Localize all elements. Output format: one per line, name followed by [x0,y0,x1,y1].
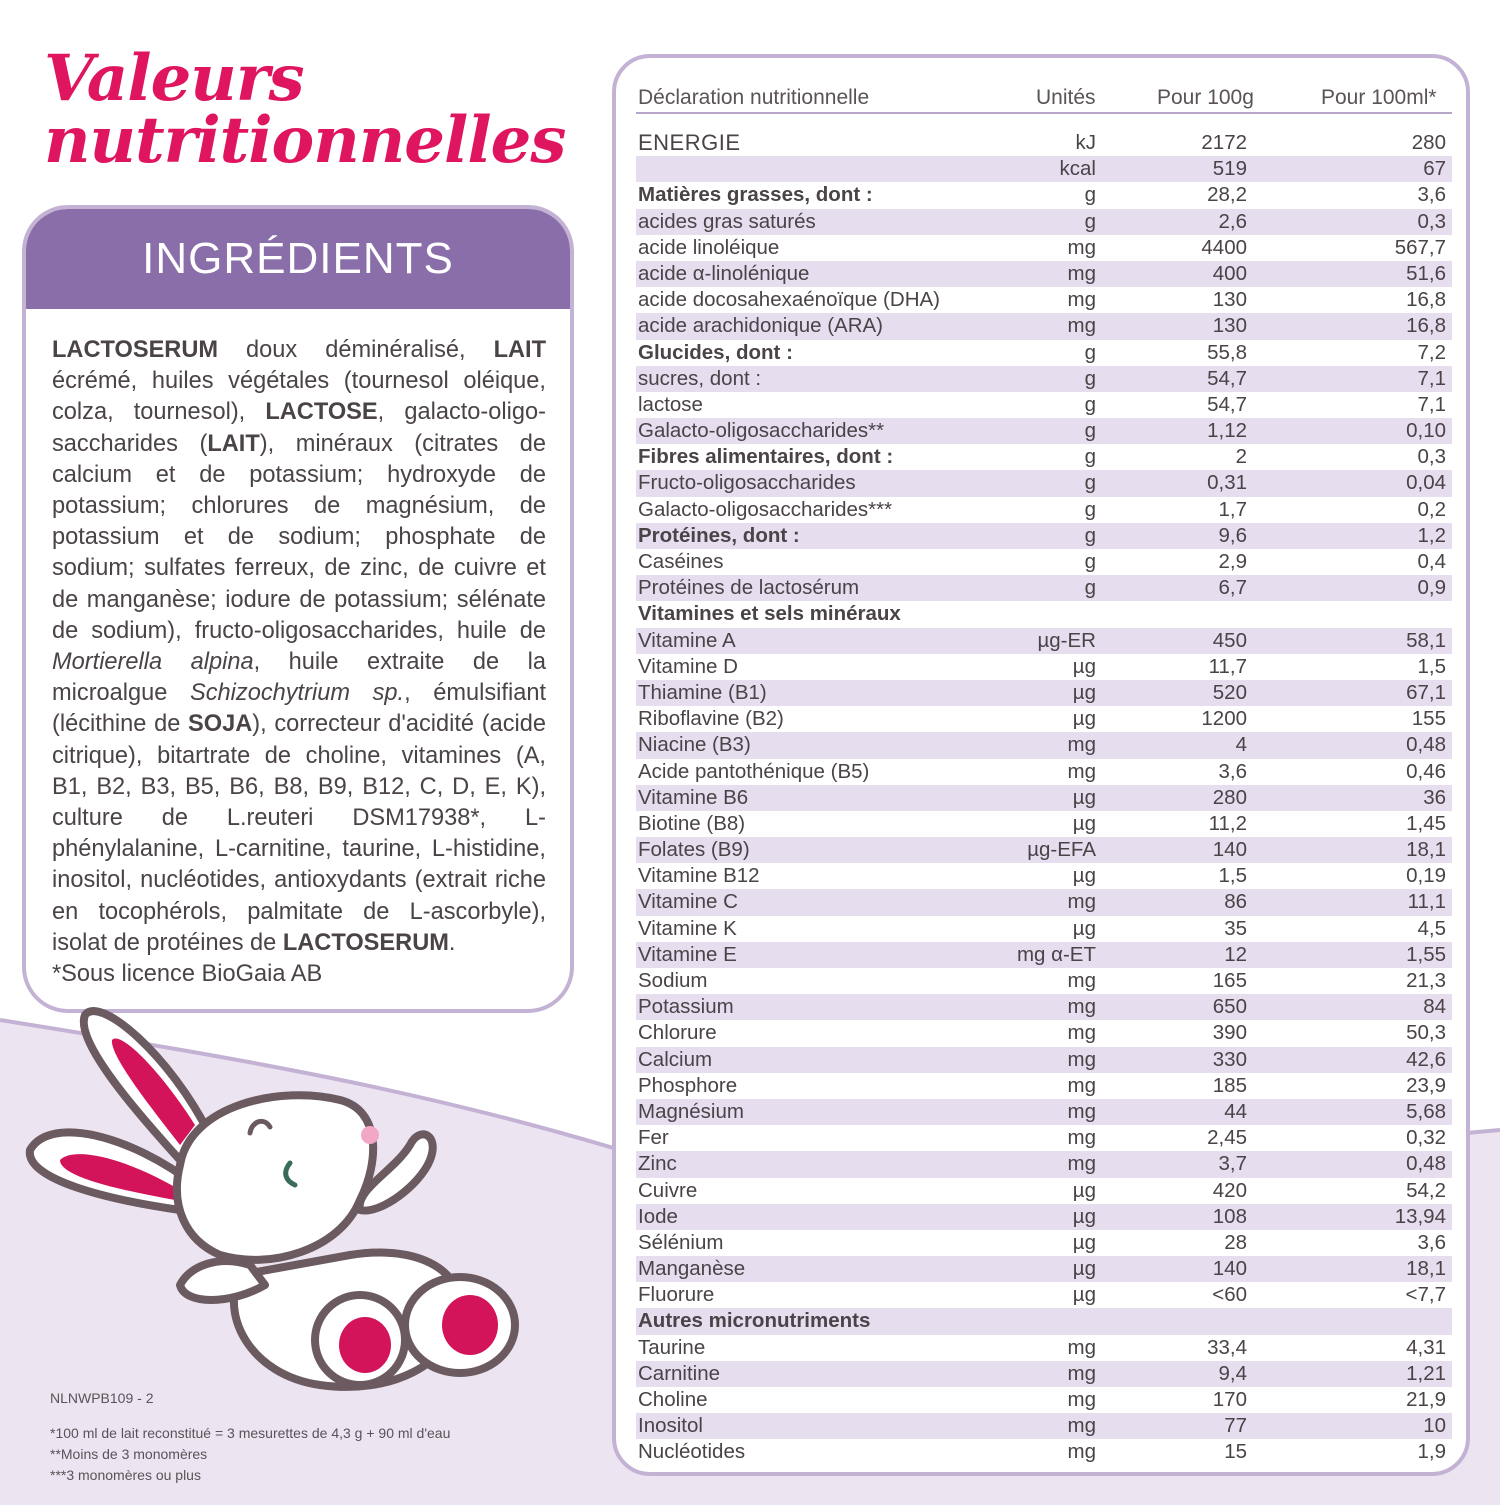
unit-cell: µg [1072,1257,1096,1281]
table-row [636,916,1452,942]
table-row [636,156,1452,182]
unit-cell: g [1084,445,1096,469]
unit-cell: mg [1067,1152,1096,1176]
table-row [636,811,1452,837]
unit-cell: mg [1067,759,1096,783]
per-100g-cell: 280 [1212,785,1247,809]
unit-cell: µg [1072,1283,1096,1307]
per-100g-cell: 400 [1212,261,1247,285]
per-100g-cell: <60 [1212,1283,1247,1307]
unit-cell: mg [1067,1388,1096,1411]
header-declaration: Déclaration nutritionnelle [638,86,870,109]
unit-cell: g [1084,183,1096,207]
license-note: *Sous licence BioGaia AB [52,961,323,988]
table-row [636,366,1452,392]
per-100g-cell: 420 [1212,1178,1247,1202]
per-100ml-cell: 0,9 [1417,576,1446,600]
per-100ml-cell: 23,9 [1406,1073,1446,1097]
per-100g-cell: 4400 [1201,235,1247,259]
nutrient-name: Vitamine C [638,890,738,914]
ingredient-text-segment: ), minéraux (citrates de calcium et de potassium; hydroxyde de potassium; chlorures de magnésium, de potassium et de sodium; phosphate de sodium; sulfates ferreux, de zinc, de cuivre et de manganèse; iodure de potassium; sélénate de sodium), fructo-oligosaccharides, huile de [52,430,546,644]
per-100ml-cell: 21,9 [1406,1388,1446,1411]
nutrient-name: Cuivre [638,1178,698,1202]
nutrient-name: Fructo-oligosaccharides [638,471,856,495]
unit-cell: mg [1067,314,1096,338]
ingredients-text [26,309,570,990]
nutrient-name: Riboflavine (B2) [638,707,784,731]
table-row [636,1073,1452,1099]
per-100ml-cell: 1,9 [1417,1440,1446,1464]
unit-cell: g [1084,366,1096,390]
table-row [636,470,1452,496]
nutrient-name: Sodium [638,969,708,992]
page-title [44,41,566,178]
table-row [636,235,1452,261]
table-row [636,706,1452,732]
unit-cell: kcal [1059,157,1096,181]
unit-cell: µg [1072,864,1096,888]
unit-cell: mg [1067,1414,1096,1438]
per-100ml-cell: 1,45 [1406,811,1446,835]
footnotes [50,1423,450,1486]
table-row [636,968,1452,994]
nutrient-name: acide arachidonique (ARA) [638,314,883,338]
per-100g-cell: 86 [1224,890,1247,914]
per-100ml-cell: 54,2 [1406,1178,1446,1202]
ingredient-text-segment: LAIT [493,337,546,363]
table-row [636,1413,1452,1439]
ingredient-text-segment: LACTOSE [265,399,378,426]
ingredient-text-segment: , galacto-oligo-saccharides ( [52,399,546,457]
per-100ml-cell: 0,48 [1406,1152,1446,1176]
per-100ml-cell: 16,8 [1406,314,1446,338]
table-row [636,1020,1452,1046]
nutrient-name: Vitamine K [638,916,737,940]
per-100ml-cell: 21,3 [1406,969,1446,992]
footnote: *100 ml de lait reconstitué = 3 mesurettes de 4,3 g + 90 ml d'eau [50,1425,451,1441]
table-row [636,654,1452,680]
unit-cell: µg [1072,680,1096,704]
nutrient-name: acides gras saturés [638,209,816,233]
per-100ml-cell: 1,21 [1406,1361,1446,1385]
per-100g-cell: 330 [1212,1047,1247,1071]
per-100ml-cell: 4,31 [1406,1335,1446,1359]
ingredient-text-segment: , huile extraite de la microalgue [52,649,546,707]
table-row [636,549,1452,575]
table-row [636,1361,1452,1387]
per-100g-cell: 650 [1212,995,1247,1019]
table-row [636,130,1452,156]
unit-cell: µg [1072,811,1096,835]
per-100g-cell: 185 [1212,1073,1247,1097]
footnote: **Moins de 3 monomères [50,1446,208,1462]
ingredient-text-segment: LACTOSERUM [282,929,449,956]
per-100ml-cell: 58,1 [1406,628,1446,652]
per-100ml-cell: 7,2 [1417,340,1446,364]
per-100g-cell: 1,12 [1207,419,1247,443]
nutrient-name: Fer [638,1126,669,1150]
table-row [636,497,1452,523]
unit-cell: mg [1067,1440,1096,1464]
nutrient-name: Taurine [638,1335,706,1359]
nutrient-name: Phosphore [638,1073,738,1097]
per-100g-cell: 2,6 [1218,209,1247,233]
per-100ml-cell: 0,46 [1406,759,1446,783]
nutrient-name: sucres, dont : [638,366,762,390]
per-100g-cell: 55,8 [1207,340,1247,364]
title-line-1: Valeurs [44,41,304,116]
nutrient-name: acide linoléique [638,235,780,259]
per-100ml-cell: 51,6 [1406,261,1446,285]
unit-cell: mg [1067,261,1096,285]
per-100ml-cell: 11,1 [1407,890,1446,914]
ingredient-text-segment: LACTOSERUM [52,337,219,363]
unit-cell: mg [1067,1361,1096,1385]
per-100ml-cell: 84 [1423,995,1446,1019]
per-100g-cell: 2,45 [1207,1126,1247,1150]
header-units: Unités [1036,86,1096,109]
nutrient-name: Vitamines et sels minéraux [638,602,901,626]
ingredient-text-segment: écrémé, huiles végétales (tournesol oléique, colza, tournesol), [52,368,546,426]
table-row [636,1178,1452,1204]
per-100ml-cell: 18,1 [1406,1257,1446,1281]
per-100ml-cell: 0,3 [1417,445,1446,469]
nutrient-name: Manganèse [638,1257,746,1281]
per-100ml-cell: 0,19 [1406,864,1446,888]
nutrient-name: Sélénium [638,1230,724,1254]
unit-cell: mg [1067,235,1096,259]
table-row [636,392,1452,418]
table-row [636,1335,1452,1361]
ingredient-text-segment: SOJA [188,711,253,738]
per-100g-cell: 2,9 [1218,550,1247,573]
ingredient-text-segment: . [448,929,456,956]
per-100g-cell: 2172 [1201,131,1247,154]
unit-cell: g [1084,576,1096,600]
header-per-100ml: Pour 100ml* [1321,86,1437,109]
table-row [636,575,1452,601]
unit-cell: g [1084,550,1096,573]
unit-cell: µg-EFA [1027,838,1096,862]
ingredient-text-segment: Mortierella alpina [52,649,254,676]
nutrient-name: Vitamine D [638,654,738,678]
ingredients-heading: INGRÉDIENTS [26,209,570,309]
nutrient-name: Caséines [638,550,724,573]
nutrient-name: Niacine (B3) [638,733,751,757]
nutrient-name: Vitamine B12 [638,864,760,888]
unit-cell: mg [1067,1073,1096,1097]
per-100g-cell: 390 [1212,1021,1247,1045]
table-row [636,1125,1452,1151]
table-row [636,418,1452,444]
per-100g-cell: 44 [1224,1099,1247,1123]
unit-cell: µg [1072,1178,1096,1202]
unit-cell: kJ [1075,131,1096,154]
table-row [636,182,1452,208]
unit-cell: µg [1072,916,1096,940]
table-row [636,1308,1452,1334]
per-100ml-cell: <7,7 [1405,1283,1446,1307]
per-100ml-cell: 7,1 [1417,392,1446,416]
per-100g-cell: 2 [1235,445,1247,469]
unit-cell: mg [1067,995,1096,1019]
nutrient-name: Vitamine B6 [638,785,749,809]
per-100g-cell: 140 [1212,838,1247,862]
per-100g-cell: 4 [1235,733,1247,757]
ingredients-panel [22,205,574,1013]
nutrient-name: Protéines de lactosérum [638,576,860,600]
table-row [636,313,1452,339]
unit-cell: µg [1072,1204,1096,1228]
table-row [636,1204,1452,1230]
per-100g-cell: 1,7 [1218,497,1247,521]
unit-cell: g [1084,471,1096,495]
unit-cell: mg [1067,288,1096,312]
ingredient-text-segment: Schizochytrium sp. [190,680,405,707]
per-100ml-cell: 16,8 [1406,288,1446,312]
nutrient-name: Protéines, dont : [638,523,800,547]
nutrition-table [612,54,1470,1476]
nutrient-name: lactose [638,392,703,416]
per-100g-cell: 1,5 [1218,864,1247,888]
nutrient-name: Nucléotides [638,1440,746,1464]
per-100ml-cell: 7,1 [1417,366,1446,390]
table-row [636,1099,1452,1125]
nutrient-name: Glucides, dont : [638,340,793,364]
per-100g-cell: 33,4 [1207,1335,1247,1359]
nutrient-name: Carnitine [638,1361,721,1385]
per-100ml-cell: 0,32 [1406,1126,1446,1150]
per-100ml-cell: 10 [1423,1414,1446,1438]
unit-cell: mg [1067,1099,1096,1123]
product-code: NLNWPB109 - 2 [50,1390,154,1406]
per-100g-cell: 130 [1212,314,1247,338]
table-header [636,82,1452,114]
per-100ml-cell: 4,5 [1417,916,1446,940]
table-row [636,523,1452,549]
rabbit-illustration [20,985,540,1415]
table-row [636,759,1452,785]
table-row [636,1047,1452,1073]
per-100ml-cell: 1,5 [1417,654,1446,678]
nutrient-name: Potassium [638,995,734,1019]
table-row [636,340,1452,366]
table-row [636,1230,1452,1256]
per-100g-cell: 1200 [1201,707,1247,731]
per-100g-cell: 6,7 [1218,576,1247,600]
nutrient-name: Magnésium [638,1099,744,1123]
per-100g-cell: 11,7 [1208,654,1247,678]
nutrient-name: Biotine (B8) [638,811,746,835]
per-100ml-cell: 42,6 [1406,1047,1446,1071]
unit-cell: g [1084,340,1096,364]
nutrient-name: acide docosahexaénoïque (DHA) [638,288,940,312]
table-row [636,1151,1452,1177]
nutrient-name: Chlorure [638,1021,717,1045]
per-100ml-cell: 155 [1411,707,1446,731]
per-100g-cell: 77 [1224,1414,1247,1438]
table-row [636,785,1452,811]
title-line-2: nutritionnelles [44,103,566,178]
per-100ml-cell: 50,3 [1406,1021,1446,1045]
ingredients-list [52,337,546,956]
unit-cell: µg [1072,785,1096,809]
table-row [636,942,1452,968]
per-100g-cell: 108 [1212,1204,1247,1228]
per-100g-cell: 165 [1212,969,1247,992]
nutrient-name: Choline [638,1388,708,1411]
ingredient-text-segment: ), correcteur d'acidité (acide citrique), bitartrate de choline, vitamines (A, B1, B2, B3, B5, B6, B8, B9, B12, C, D, E, K), culture de L.reuteri DSM17938*, L-phénylalanine, L-carnitine, taurine, L-histidine, inositol, nucléotides, antioxydants (extrait riche en tocophérols, palmitate de L-ascorbyle), isolat de protéines de [52,711,546,956]
table-row [636,601,1452,627]
table-row [636,287,1452,313]
per-100ml-cell: 280 [1411,131,1446,154]
per-100g-cell: 28 [1224,1230,1247,1254]
unit-cell: mg [1067,890,1096,914]
per-100g-cell: 140 [1212,1257,1247,1281]
nutrient-name: Fibres alimentaires, dont : [638,445,894,469]
per-100ml-cell: 18,1 [1406,838,1446,862]
table-row [636,628,1452,654]
per-100g-cell: 519 [1212,157,1247,181]
unit-cell: mg [1067,1047,1096,1071]
unit-cell: mg [1067,969,1096,992]
nutrient-name: Zinc [638,1152,677,1176]
per-100g-cell: 9,6 [1218,523,1247,547]
header-per-100g: Pour 100g [1157,86,1254,109]
per-100ml-cell: 5,68 [1406,1099,1446,1123]
unit-cell: mg [1067,1126,1096,1150]
unit-cell: g [1084,523,1096,547]
table-row [636,994,1452,1020]
table-row [636,1439,1452,1465]
per-100ml-cell: 67 [1423,157,1446,181]
nutrient-name: Vitamine E [638,942,737,966]
table-row [636,863,1452,889]
nutrient-name: Galacto-oligosaccharides** [638,419,885,443]
per-100ml-cell: 3,6 [1417,1230,1446,1254]
ingredient-text-segment: , émulsifiant (lécithine de [52,680,546,738]
nutrient-name: ENERGIE [638,130,741,155]
nutrient-name: Autres micronutriments [638,1309,871,1333]
nutrient-name: Calcium [638,1047,713,1071]
unit-cell: µg [1072,1230,1096,1254]
per-100g-cell: 520 [1212,680,1247,704]
unit-cell: g [1084,419,1096,443]
per-100g-cell: 130 [1212,288,1247,312]
nutrient-name: acide α-linolénique [638,261,810,285]
per-100ml-cell: 1,2 [1417,523,1446,547]
per-100g-cell: 11,2 [1208,811,1247,835]
table-body [636,130,1452,1466]
nutrient-name: Galacto-oligosaccharides*** [638,497,893,521]
nutrient-name: Vitamine A [638,628,736,652]
nutrient-name: Matières grasses, dont : [638,183,873,207]
table-row [636,889,1452,915]
per-100ml-cell: 0,2 [1417,497,1446,521]
table-row [636,1387,1452,1413]
nutrient-name: Inositol [638,1414,703,1438]
per-100ml-cell: 0,3 [1417,209,1446,233]
unit-cell: µg [1072,707,1096,731]
unit-cell: mg α-ET [1016,942,1096,966]
unit-cell: g [1084,209,1096,233]
per-100g-cell: 35 [1224,916,1247,940]
unit-cell: µg-ER [1037,628,1096,652]
per-100g-cell: 3,7 [1218,1152,1247,1176]
per-100g-cell: 170 [1212,1388,1247,1411]
ingredient-text-segment: doux déminéralisé, [218,337,494,363]
nutrient-name: Folates (B9) [638,838,750,862]
unit-cell: mg [1067,733,1096,757]
table-row [636,261,1452,287]
per-100ml-cell: 36 [1423,785,1446,809]
ingredient-text-segment: LAIT [207,430,260,457]
per-100ml-cell: 13,94 [1394,1204,1446,1228]
per-100g-cell: 12 [1224,942,1247,966]
per-100ml-cell: 567,7 [1394,235,1446,259]
unit-cell: µg [1072,654,1096,678]
nutrient-name: Thiamine (B1) [638,680,767,704]
table-row [636,1282,1452,1308]
nutrient-name: Fluorure [638,1283,715,1307]
footnote: ***3 monomères ou plus [50,1467,201,1483]
per-100ml-cell: 67,1 [1406,680,1446,704]
table-row [636,444,1452,470]
nutrient-name: Iode [638,1204,678,1228]
per-100ml-cell: 1,55 [1406,942,1446,966]
per-100ml-cell: 0,10 [1406,419,1446,443]
unit-cell: mg [1067,1335,1096,1359]
table-row [636,680,1452,706]
table-row [636,209,1452,235]
per-100g-cell: 28,2 [1207,183,1247,207]
per-100g-cell: 450 [1212,628,1247,652]
per-100g-cell: 0,31 [1207,471,1247,495]
per-100ml-cell: 0,04 [1406,471,1446,495]
unit-cell: mg [1067,1021,1096,1045]
table-row [636,1256,1452,1282]
per-100g-cell: 15 [1224,1440,1247,1464]
per-100ml-cell: 3,6 [1417,183,1446,207]
per-100g-cell: 54,7 [1207,392,1247,416]
unit-cell: g [1084,392,1096,416]
per-100g-cell: 9,4 [1218,1361,1247,1385]
unit-cell: g [1084,497,1096,521]
nutrient-name: Acide pantothénique (B5) [638,759,870,783]
table-row [636,732,1452,758]
per-100g-cell: 3,6 [1218,759,1247,783]
per-100ml-cell: 0,4 [1417,550,1446,573]
per-100ml-cell: 0,48 [1406,733,1446,757]
table-row [636,837,1452,863]
per-100g-cell: 54,7 [1207,366,1247,390]
